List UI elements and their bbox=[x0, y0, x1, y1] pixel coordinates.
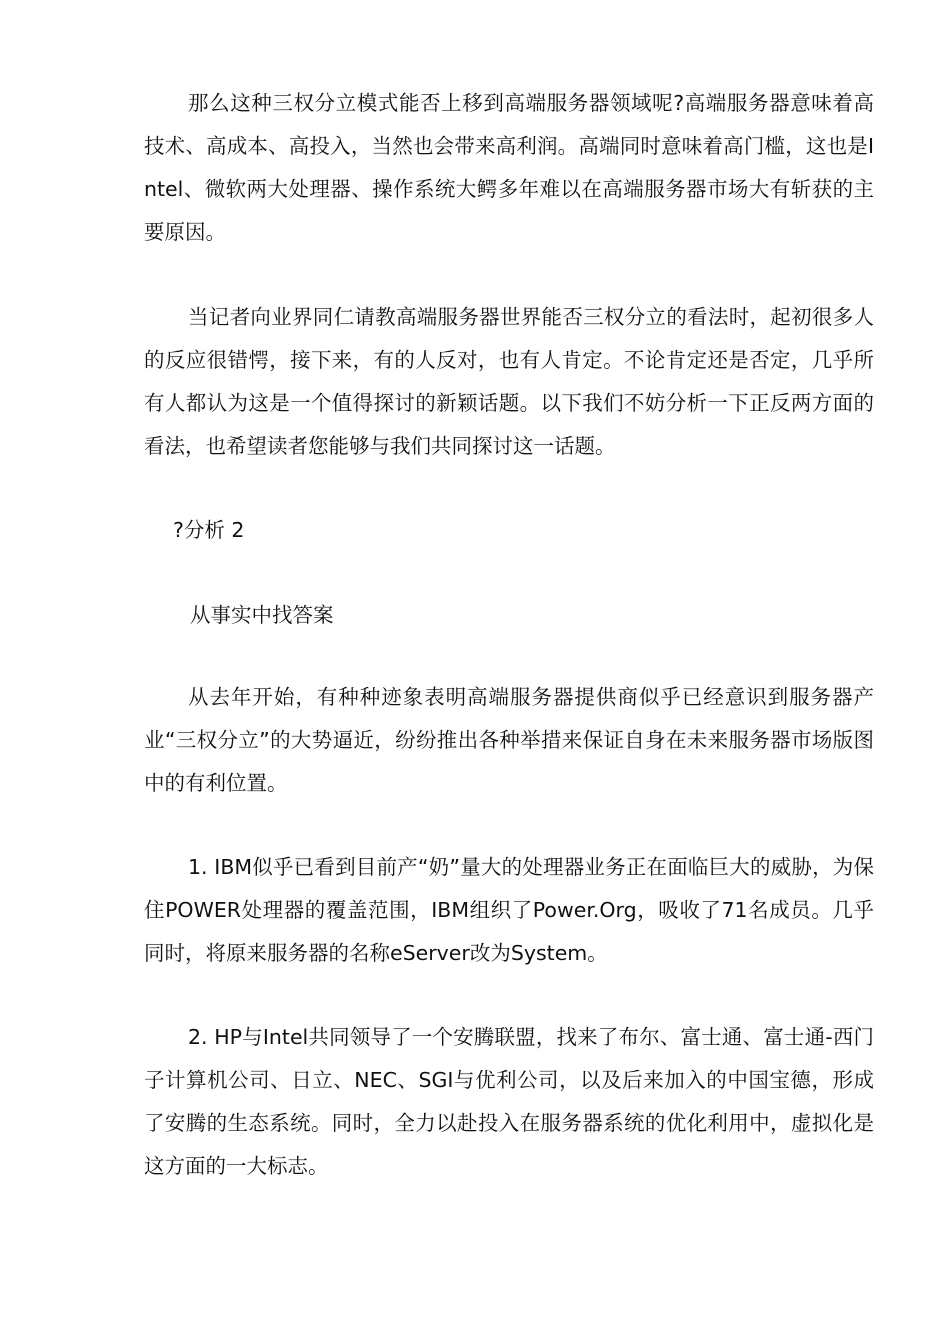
subheading: 从事实中找答案 bbox=[190, 603, 334, 627]
paragraph-since-last-year: 从去年开始，有种种迹象表明高端服务器提供商似乎已经意识到服务器产业“三权分立”的大势逼近，纷纷推出各种举措来保证自身在未来服务器市场版图中的有利位置。 bbox=[144, 685, 874, 795]
paragraph-high-end-question: 那么这种三权分立模式能否上移到高端服务器领域呢?高端服务器意味着高技术、高成本、高投入，当然也会带来高利润。高端同时意味着高门槛，这也是Intel、微软两大处理器、操作系统大鳄多年难以在高端服务器市场大有斩获的主要原因。 bbox=[144, 91, 874, 244]
paragraph-reporter-inquiry: 当记者向业界同仁请教高端服务器世界能否三权分立的看法时，起初很多人的反应很错愕，接下来，有的人反对，也有人肯定。不论肯定还是否定，几乎所有人都认为这是一个值得探讨的新颖话题。以下我们不妨分析一下正反两方面的看法，也希望读者您能够与我们共同探讨这一话题。 bbox=[144, 305, 874, 458]
paragraph-ibm: 1. IBM似乎已看到目前产“奶”量大的处理器业务正在面临巨大的威胁，为保住POWER处理器的覆盖范围，IBM组织了Power.Org，吸收了71名成员。几乎同时，将原来服务器的名称eServer改为System。 bbox=[144, 855, 874, 965]
section-heading: ?分析 2 bbox=[173, 518, 245, 542]
paragraph-hp-intel: 2. HP与Intel共同领导了一个安腾联盟，找来了布尔、富士通、富士通-西门子计算机公司、日立、NEC、SGI与优利公司，以及后来加入的中国宝德，形成了安腾的生态系统。同时，全力以赴投入在服务器系统的优化利用中，虚拟化是这方面的一大标志。 bbox=[144, 1025, 874, 1178]
